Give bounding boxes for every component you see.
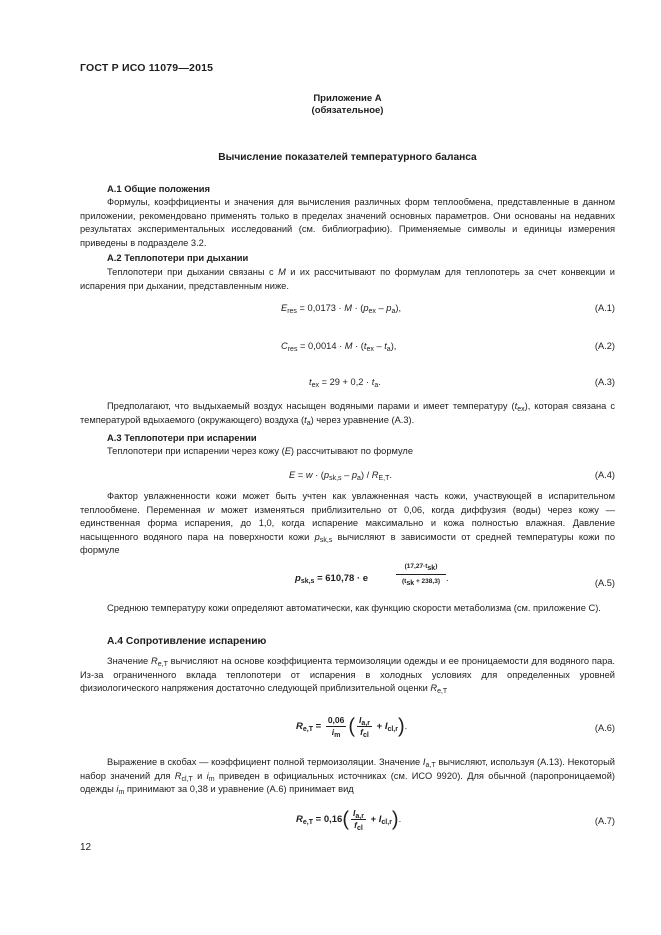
text: (t [402, 577, 407, 585]
text: ), [395, 303, 402, 313]
section-a3-para2 [80, 490, 615, 558]
symbol: t [514, 401, 518, 411]
equation-number-a1: (А.1) [594, 303, 615, 313]
section-a3-heading: А.3 Теплопотери при испарении [107, 432, 257, 443]
paragraph: Формулы, коэффициенты и значения для вычисления различных форм теплообмена, представленные в данном приложении, рекомендовано применять только в пределах значений основных параметров. Они основаны на недавних результатах экспериментальных исследований (см. библиографию). Применяемые символы и единицы измерения приведены в подразделе 3.2. [80, 197, 615, 248]
text: . [378, 377, 381, 387]
symbol: M [344, 303, 352, 313]
fraction [351, 808, 366, 831]
numerator: 0,06 [327, 715, 345, 725]
subscript: cl,r [387, 725, 398, 733]
text: – [373, 341, 385, 351]
text: · ( [312, 470, 324, 480]
symbol: t [384, 341, 387, 351]
symbol: i [116, 784, 119, 794]
equation-a3 [309, 376, 381, 390]
symbol: p [314, 531, 320, 542]
text: – [341, 470, 352, 480]
symbol: R [296, 720, 303, 732]
subscript: e,T [437, 688, 448, 695]
text: вычисляют на основе коэффициента термоизоляции одежды и ее проницаемости для водяного пара. Из-за ограниченного вклада теплопотери от испарения в холодных условиях для определенных уровней физиологического напряжения достаточно следующей приблизительной оценки [80, 656, 615, 693]
subscript: m [208, 775, 215, 783]
page-number: 12 [80, 842, 92, 853]
section-a3-para3 [80, 602, 615, 616]
section-a2-after [80, 400, 615, 427]
text: ) [435, 563, 438, 570]
subscript: e,T [157, 661, 168, 668]
text: · ( [351, 303, 364, 313]
symbol: I [378, 813, 382, 825]
text: – [375, 303, 387, 313]
text: Теплопотери при испарении через кожу ( [107, 446, 285, 456]
section-a4-heading: А.4 Сопротивление испарению [107, 636, 267, 647]
subscript: cl [363, 732, 369, 739]
symbol: C [281, 341, 288, 351]
paren-close: ) [391, 808, 399, 831]
subscript: ex [368, 308, 376, 315]
subscript: a,r [355, 813, 364, 820]
equation-number-a7: (А.7) [594, 816, 615, 826]
text: = 610,78 · e [314, 573, 369, 584]
equation-number-a6: (А.6) [594, 723, 615, 733]
equation-a2 [281, 340, 396, 354]
text: ) через уравнение (А.3). [310, 414, 415, 425]
text: Фактор увлажненности кожи может быть учтен как увлажненная часть кожи, участвующей в испарительном теплообмене. Переменная [80, 491, 615, 515]
subscript: e,T [302, 818, 313, 826]
subscript: sk [427, 565, 436, 572]
equation-a4 [289, 469, 392, 483]
symbol: R [371, 470, 379, 480]
paren-close: ) [397, 715, 405, 738]
paren-open: ( [342, 808, 349, 831]
symbol: t [304, 414, 307, 425]
text: . [446, 573, 449, 583]
symbol: I [384, 720, 388, 732]
equation-number-a5: (А.5) [594, 578, 615, 588]
subscript: a [374, 382, 379, 389]
subscript: ex [517, 406, 525, 413]
subscript: sk,s [319, 536, 333, 544]
subscript: res [287, 308, 297, 315]
section-a1-heading: А.1 Общие положения [107, 183, 210, 194]
symbol: f [354, 820, 357, 830]
symbol: p [351, 470, 358, 480]
symbol: E [284, 446, 291, 456]
symbol: t [309, 377, 312, 387]
symbol: R [430, 683, 438, 693]
symbol: p [386, 303, 392, 313]
text: и [192, 770, 207, 781]
symbol: E [281, 303, 288, 313]
symbol: f [360, 727, 364, 737]
symbol: R [296, 813, 303, 825]
symbol: p [363, 303, 369, 313]
text: вычисляют в зависимости от средней температуры кожи по формуле [80, 531, 615, 555]
text: приведен в официальных источниках (см. ИСО 9920). Для обычной (паропроницаемой) одежды [80, 770, 615, 794]
section-a2-heading: А.2 Теплопотери при дыхании [107, 252, 249, 263]
text: + [373, 720, 385, 732]
symbol: M [278, 267, 286, 277]
equation-a1 [281, 302, 401, 316]
symbol: i [206, 770, 209, 781]
symbol: t [371, 377, 375, 387]
text: = [313, 720, 324, 732]
appendix-heading: Вычисление показателей температурного баланса [218, 152, 477, 163]
subscript: ex [366, 346, 374, 353]
text: = [295, 470, 306, 480]
subscript: a [386, 346, 391, 353]
section-a1-text [80, 196, 615, 250]
paren-open: ( [348, 715, 356, 738]
equation-a6 [296, 715, 407, 738]
subscript: cl,r [381, 818, 392, 826]
subscript: a [391, 308, 396, 315]
text: принимают за 0,38 и уравнение (А.6) принимает вид [124, 784, 354, 794]
symbol: w [207, 504, 215, 515]
text: Значение [107, 656, 152, 666]
symbol: p [323, 470, 330, 480]
text: ) / [360, 470, 372, 480]
equation-number-a4: (А.4) [594, 470, 615, 480]
standard-header: ГОСТ Р ИСО 11079—2015 [80, 62, 214, 74]
text: = 0,16 [313, 813, 343, 825]
text: (17,27·t [404, 563, 428, 570]
subscript: a,T [425, 762, 436, 769]
subscript: cl,T [181, 775, 193, 783]
text: + 238,3) [414, 577, 440, 585]
text: ), [390, 341, 397, 351]
symbol: M [344, 341, 353, 351]
text: Предполагают, что выдыхаемый воздух насыщен водяными парами и имеет температуру ( [107, 401, 515, 411]
subscript: ex [311, 382, 319, 389]
text: . [398, 813, 402, 824]
text: . [389, 470, 392, 480]
symbol: w [305, 470, 313, 480]
text: Выражение в скобах — коэффициент полной термоизоляции. Значение [107, 757, 423, 767]
subscript: m [334, 732, 341, 739]
subscript: E,T [378, 475, 390, 482]
subscript: sk,s [300, 578, 315, 585]
subscript: sk,s [329, 475, 342, 482]
appendix-subtitle: (обязательное) [311, 105, 384, 116]
subscript: a [357, 475, 361, 482]
text: + [367, 813, 379, 825]
appendix-title: Приложение А [313, 93, 382, 104]
equation-a7 [296, 808, 401, 831]
symbol: t [363, 341, 367, 351]
fraction [357, 715, 372, 738]
subscript: a [306, 419, 311, 427]
symbol: E [289, 470, 296, 480]
text: ), которая связана с температурой вдыхаемого (окружающего) воздуха ( [80, 401, 616, 425]
symbol: R [174, 770, 182, 781]
symbol: I [359, 715, 362, 725]
text: · ( [352, 341, 364, 351]
text: = 0,0014 · [297, 341, 345, 351]
text: ) рассчитывают по формуле [290, 446, 414, 456]
subscript: sk [406, 579, 415, 587]
fraction [326, 715, 347, 738]
section-a2-intro [80, 266, 615, 293]
section-a3-intro [80, 445, 615, 459]
text: = 0,0173 · [296, 303, 345, 313]
symbol: i [331, 727, 335, 737]
text: и их рассчитывают по формулам для теплопотерь за счет конвекции и испарения при дыхании, представленным ниже. [80, 267, 615, 291]
text: = 29 + 0,2 · [319, 377, 372, 387]
exponent-fraction [396, 560, 446, 588]
text: может изменяться приблизительно от 0,06, когда диффузия (воды) через кожу — единственная форма испарения, до 1,0, когда испарение максимально и кожа полностью влажная. Давление насыщенного водяного пара на поверхности кожи [80, 504, 615, 542]
text: . [404, 720, 408, 731]
symbol: I [353, 808, 356, 818]
symbol: p [295, 573, 301, 584]
section-a4-para2 [80, 756, 615, 797]
section-a4-para1 [80, 655, 615, 696]
subscript: cl [356, 825, 363, 832]
subscript: e,T [302, 725, 313, 733]
equation-number-a3: (А.3) [594, 377, 615, 387]
text: вычисляют, используя (А.13). Некоторый набор значений для [80, 757, 615, 781]
symbol: R [151, 656, 158, 666]
paragraph: Среднюю температуру кожи определяют автоматически, как функцию скорости метаболизма (см. приложение С). [107, 603, 601, 613]
subscript: m [118, 789, 125, 796]
symbol: I [422, 757, 426, 767]
text: Теплопотери при дыхании связаны с [107, 267, 279, 277]
subscript: a,r [361, 720, 370, 727]
equation-number-a2: (А.2) [594, 341, 615, 351]
subscript: res [287, 346, 298, 353]
